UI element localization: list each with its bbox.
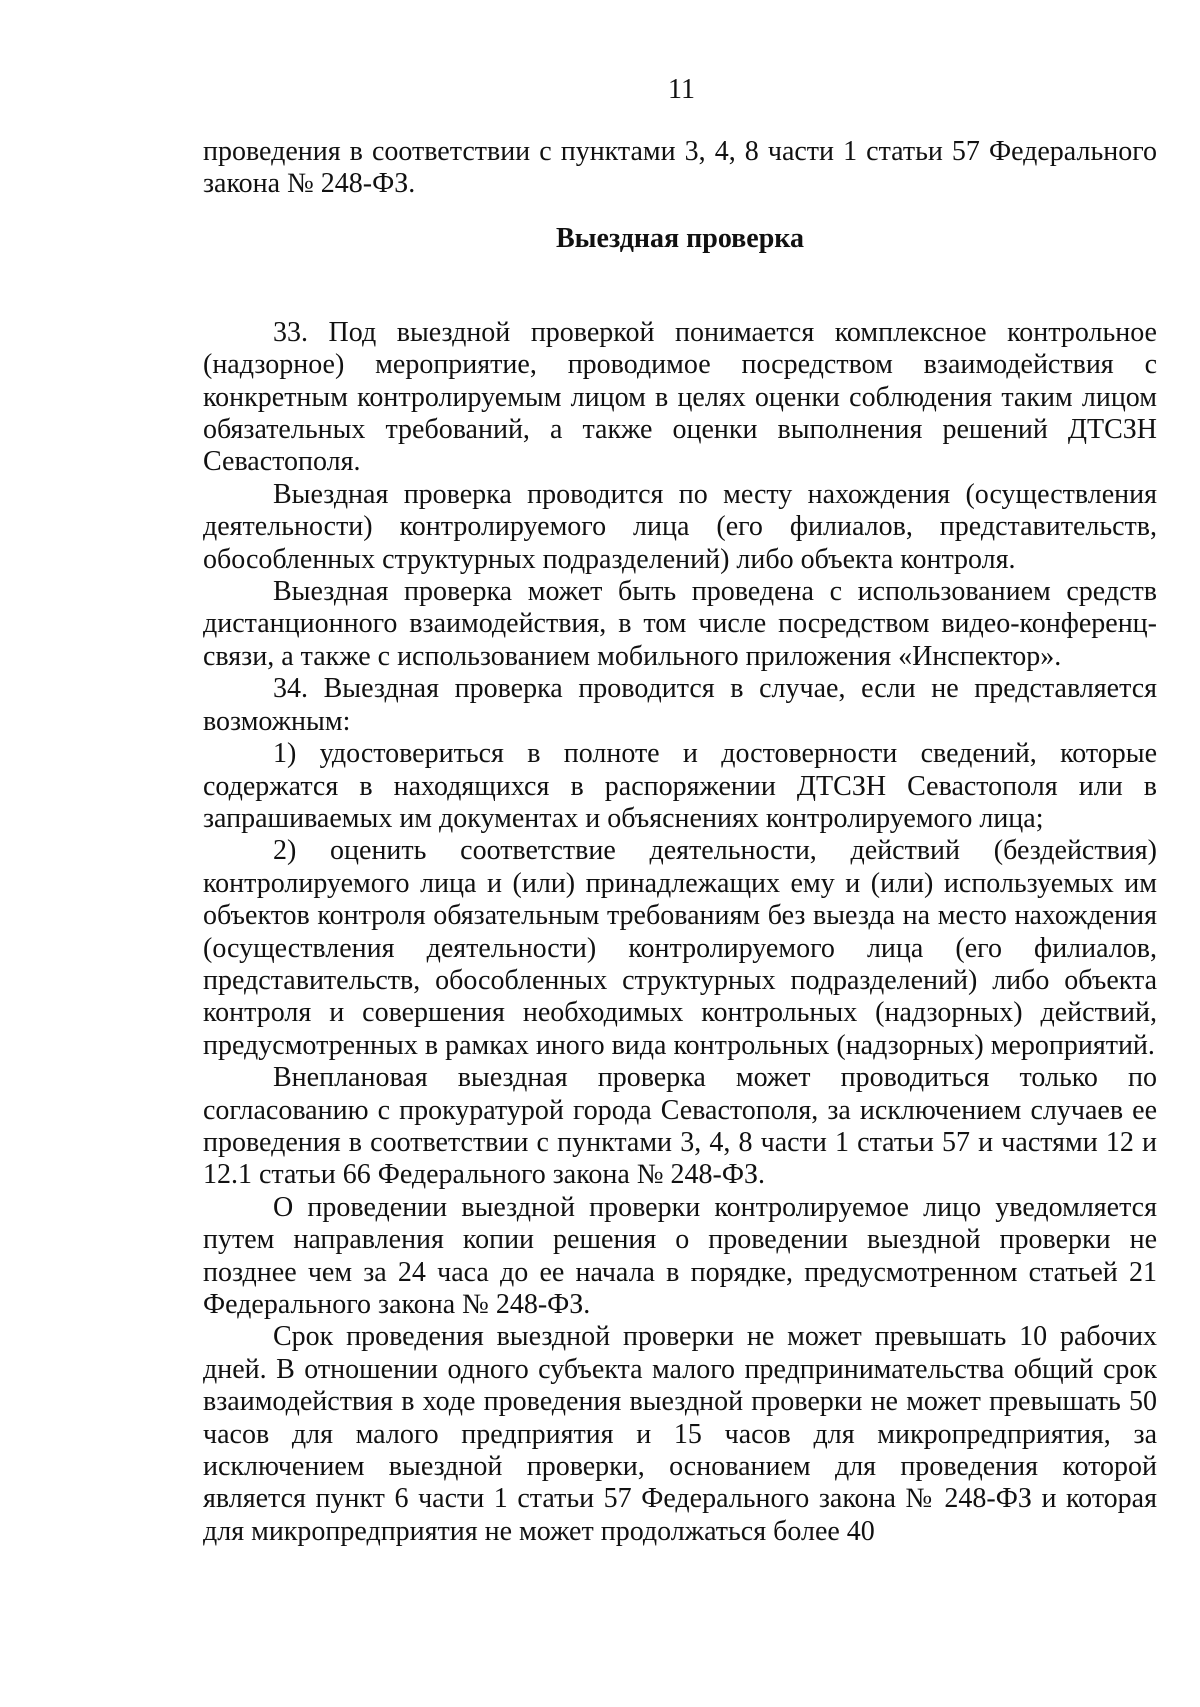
paragraph-location: Выездная проверка проводится по месту нахождения (осуществления деятельности) контролируемого лица (его филиалов, представительств, обособленных структурных подразделений) либо объекта контроля.	[203, 478, 1157, 575]
list-item-1: 1) удостовериться в полноте и достоверности сведений, которые содержатся в находящихся в распоряжении ДТСЗН Севастополя или в запрашиваемых им документах и объяснениях контролируемого лица;	[203, 738, 1157, 834]
section-title: Выездная проверка	[556, 222, 804, 254]
intro-paragraph: проведения в соответствии с пунктами 3, 4, 8 части 1 статьи 57 Федерального закона № 248-ФЗ.	[203, 136, 1157, 200]
document-body	[203, 136, 1157, 1548]
page-number: 11	[668, 74, 695, 105]
paragraph-notification: О проведении выездной проверки контролируемое лицо уведомляется путем направления копии решения о проведении выездной проверки не позднее чем за 24 часа до ее начала в порядке, предусмотренном статьей 21 Федерального закона № 248-ФЗ.	[203, 1191, 1157, 1320]
list-item-2: 2) оценить соответствие деятельности, действий (бездействия) контролируемого лица и (или) принадлежащих ему и (или) используемых им объектов контроля обязательным требованиям без выезда на место нахождения (осуществления деятельности) контролируемого лица (его филиалов, представительств, обособленных структурных подразделений) либо объекта контроля и совершения необходимых контрольных (надзорных) действий, предусмотренных в рамках иного вида контрольных (надзорных) мероприятий.	[203, 835, 1157, 1061]
paragraph-unscheduled: Внеплановая выездная проверка может проводиться только по согласованию с прокуратурой города Севастополя, за исключением случаев ее проведения в соответствии с пунктами 3, 4, 8 части 1 статьи 57 и частями 12 и 12.1 статьи 66 Федерального закона № 248-ФЗ.	[203, 1062, 1157, 1191]
paragraph-remote: Выездная проверка может быть проведена с использованием средств дистанционного взаимодействия, в том числе посредством видео-конференц-связи, а также с использованием мобильного приложения «Инспектор».	[203, 576, 1157, 672]
paragraph-duration: Срок проведения выездной проверки не может превышать 10 рабочих дней. В отношении одного субъекта малого предпринимательства общий срок взаимодействия в ходе проведения выездной проверки не может превышать 50 часов для малого предприятия и 15 часов для микропредприятия, за исключением выездной проверки, основанием для проведения которой является пункт 6 части 1 статьи 57 Федерального закона № 248-ФЗ и которая для микропредприятия не может продолжаться более 40	[203, 1321, 1157, 1547]
paragraph-33: 33. Под выездной проверкой понимается комплексное контрольное (надзорное) мероприятие, проводимое посредством взаимодействия с конкретным контролируемым лицом в целях оценки соблюдения таким лицом обязательных требований, а также оценки выполнения решений ДТСЗН Севастополя.	[203, 316, 1157, 478]
paragraph-34: 34. Выездная проверка проводится в случае, если не представляется возможным:	[203, 673, 1157, 737]
